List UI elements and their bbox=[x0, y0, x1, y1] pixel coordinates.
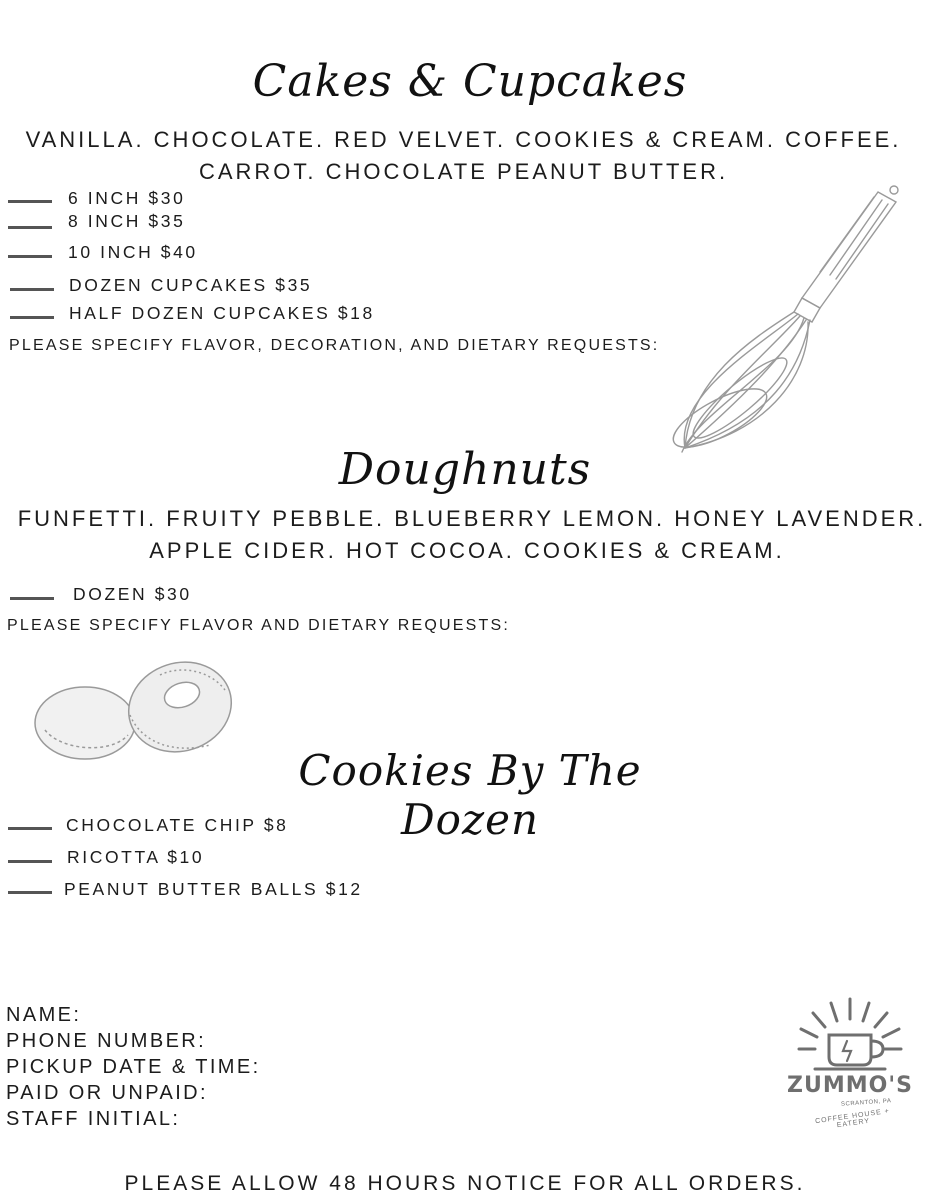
zummos-logo bbox=[785, 995, 915, 1135]
notice-footer: PLEASE ALLOW 48 HOURS NOTICE FOR ALL ORDERS. bbox=[124, 1172, 806, 1195]
cakes-heading: Cakes & Cupcakes bbox=[252, 56, 688, 107]
cakes-flavors-line2: CARROT. CHOCOLATE PEANUT BUTTER. bbox=[198, 159, 729, 184]
order-form bbox=[6, 1002, 261, 1132]
order-blank-line[interactable] bbox=[10, 316, 54, 319]
order-blank-line[interactable] bbox=[10, 597, 54, 600]
paid-status-field-label[interactable]: PAID OR UNPAID: bbox=[6, 1082, 208, 1104]
cookies-heading: Cookies By The Dozen bbox=[298, 746, 642, 844]
logo-wordmark: ZUMMO'S bbox=[787, 1073, 913, 1098]
staff-initial-field-label[interactable]: STAFF INITIAL: bbox=[6, 1108, 181, 1130]
cookie-item-chocolate-chip: CHOCOLATE CHIP $8 bbox=[66, 815, 289, 835]
cake-item-dozen-cupcakes: DOZEN CUPCAKES $35 bbox=[69, 275, 313, 295]
order-blank-line[interactable] bbox=[8, 255, 52, 258]
cake-item-half-dozen-cupcakes: HALF DOZEN CUPCAKES $18 bbox=[69, 303, 375, 323]
doughnut-illustration bbox=[30, 655, 235, 770]
pickup-date-time-field-label[interactable]: PICKUP DATE & TIME: bbox=[6, 1056, 261, 1078]
whisk-illustration bbox=[660, 180, 920, 470]
doughnut-item-dozen: DOZEN $30 bbox=[73, 584, 192, 604]
doughnuts-heading: Doughnuts bbox=[338, 444, 592, 495]
cakes-flavors-line1: VANILLA. CHOCOLATE. RED VELVET. COOKIES & CREAM. COFFEE. bbox=[25, 127, 902, 152]
phone-number-field-label[interactable]: PHONE NUMBER: bbox=[6, 1030, 207, 1052]
cakes-note: PLEASE SPECIFY FLAVOR, DECORATION, AND DIETARY REQUESTS: bbox=[9, 337, 660, 354]
order-blank-line[interactable] bbox=[8, 226, 52, 229]
doughnuts-flavors-line1: FUNFETTI. FRUITY PEBBLE. BLUEBERRY LEMON. HONEY LAVENDER. bbox=[17, 506, 927, 531]
cake-item-8-inch: 8 INCH $35 bbox=[68, 211, 186, 231]
order-blank-line[interactable] bbox=[8, 827, 52, 830]
cookie-item-peanut-butter-balls: PEANUT BUTTER BALLS $12 bbox=[64, 879, 363, 899]
logo-location: SCRANTON, PA bbox=[840, 1098, 892, 1108]
name-field-label[interactable]: NAME: bbox=[6, 1004, 82, 1026]
doughnuts-note: PLEASE SPECIFY FLAVOR AND DIETARY REQUESTS: bbox=[7, 617, 511, 634]
order-blank-line[interactable] bbox=[10, 288, 54, 291]
order-blank-line[interactable] bbox=[8, 891, 52, 894]
cake-item-6-inch: 6 INCH $30 bbox=[68, 188, 186, 208]
cookie-item-ricotta: RICOTTA $10 bbox=[67, 847, 205, 867]
doughnuts-flavors-line2: APPLE CIDER. HOT COCOA. COOKIES & CREAM. bbox=[149, 538, 785, 563]
logo-tagline: COFFEE HOUSE + EATERY bbox=[814, 1107, 891, 1130]
order-blank-line[interactable] bbox=[8, 860, 52, 863]
cake-item-10-inch: 10 INCH $40 bbox=[68, 242, 198, 262]
order-blank-line[interactable] bbox=[8, 200, 52, 203]
coffee-cup-logo-icon bbox=[785, 995, 915, 1075]
